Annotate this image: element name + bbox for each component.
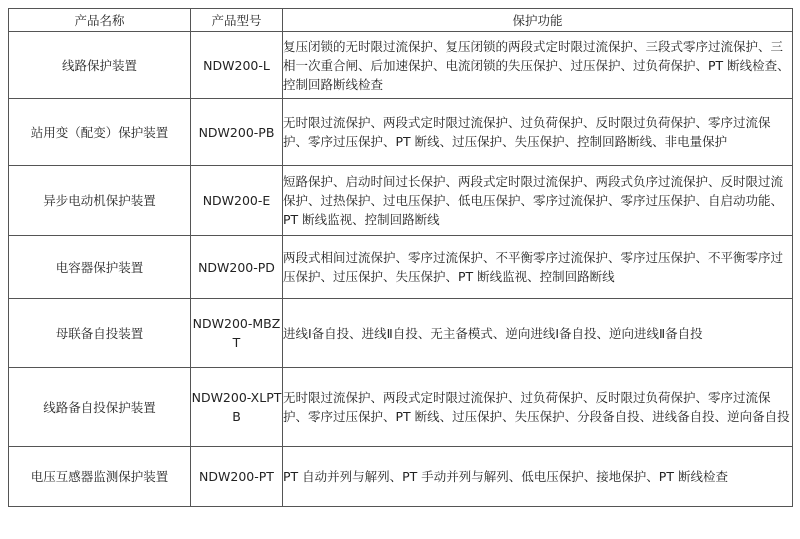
product-name: 母联备自投装置 bbox=[9, 299, 191, 368]
table-row bbox=[9, 236, 793, 299]
product-model: NDW200-E bbox=[191, 166, 283, 236]
protection-functions: 复压闭锁的无时限过流保护、复压闭锁的两段式定时限过流保护、三段式零序过流保护、三相一次重合闸、后加速保护、电流闭锁的失压保护、过压保护、过负荷保护、PT 断线检查、控制回路断线检查 bbox=[283, 32, 793, 99]
table-row bbox=[9, 368, 793, 447]
table-row bbox=[9, 99, 793, 166]
header-product-model: 产品型号 bbox=[191, 9, 283, 32]
product-model: NDW200-PD bbox=[191, 236, 283, 299]
header-product-name: 产品名称 bbox=[9, 9, 191, 32]
product-model: NDW200-PT bbox=[191, 447, 283, 507]
product-model: NDW200-MBZT bbox=[191, 299, 283, 368]
table-row bbox=[9, 32, 793, 99]
protection-device-table bbox=[8, 8, 793, 507]
header-row bbox=[9, 9, 793, 32]
table-body bbox=[9, 32, 793, 507]
product-name: 线路保护装置 bbox=[9, 32, 191, 99]
protection-functions: 无时限过流保护、两段式定时限过流保护、过负荷保护、反时限过负荷保护、零序过流保护、零序过压保护、PT 断线、过压保护、失压保护、控制回路断线、非电量保护 bbox=[283, 99, 793, 166]
product-name: 电容器保护装置 bbox=[9, 236, 191, 299]
product-model: NDW200-XLPTB bbox=[191, 368, 283, 447]
header-protection-functions: 保护功能 bbox=[283, 9, 793, 32]
protection-functions: 两段式相间过流保护、零序过流保护、不平衡零序过流保护、零序过压保护、不平衡零序过压保护、过压保护、失压保护、PT 断线监视、控制回路断线 bbox=[283, 236, 793, 299]
product-model: NDW200-L bbox=[191, 32, 283, 99]
table-header bbox=[9, 9, 793, 32]
product-model: NDW200-PB bbox=[191, 99, 283, 166]
protection-functions: 进线Ⅰ备自投、进线Ⅱ自投、无主备模式、逆向进线Ⅰ备自投、逆向进线Ⅱ备自投 bbox=[283, 299, 793, 368]
protection-functions: 无时限过流保护、两段式定时限过流保护、过负荷保护、反时限过负荷保护、零序过流保护、零序过压保护、PT 断线、过压保护、失压保护、分段备自投、进线备自投、逆向备自投 bbox=[283, 368, 793, 447]
product-name: 电压互感器监测保护装置 bbox=[9, 447, 191, 507]
table-row bbox=[9, 299, 793, 368]
product-name: 异步电动机保护装置 bbox=[9, 166, 191, 236]
product-name: 线路备自投保护装置 bbox=[9, 368, 191, 447]
table-row bbox=[9, 447, 793, 507]
protection-functions: 短路保护、启动时间过长保护、两段式定时限过流保护、两段式负序过流保护、反时限过流保护、过热保护、过电压保护、低电压保护、零序过流保护、零序过压保护、自启动功能、PT 断线监视、控制回路断线 bbox=[283, 166, 793, 236]
table-row bbox=[9, 166, 793, 236]
product-name: 站用变（配变）保护装置 bbox=[9, 99, 191, 166]
protection-functions: PT 自动并列与解列、PT 手动并列与解列、低电压保护、接地保护、PT 断线检查 bbox=[283, 447, 793, 507]
